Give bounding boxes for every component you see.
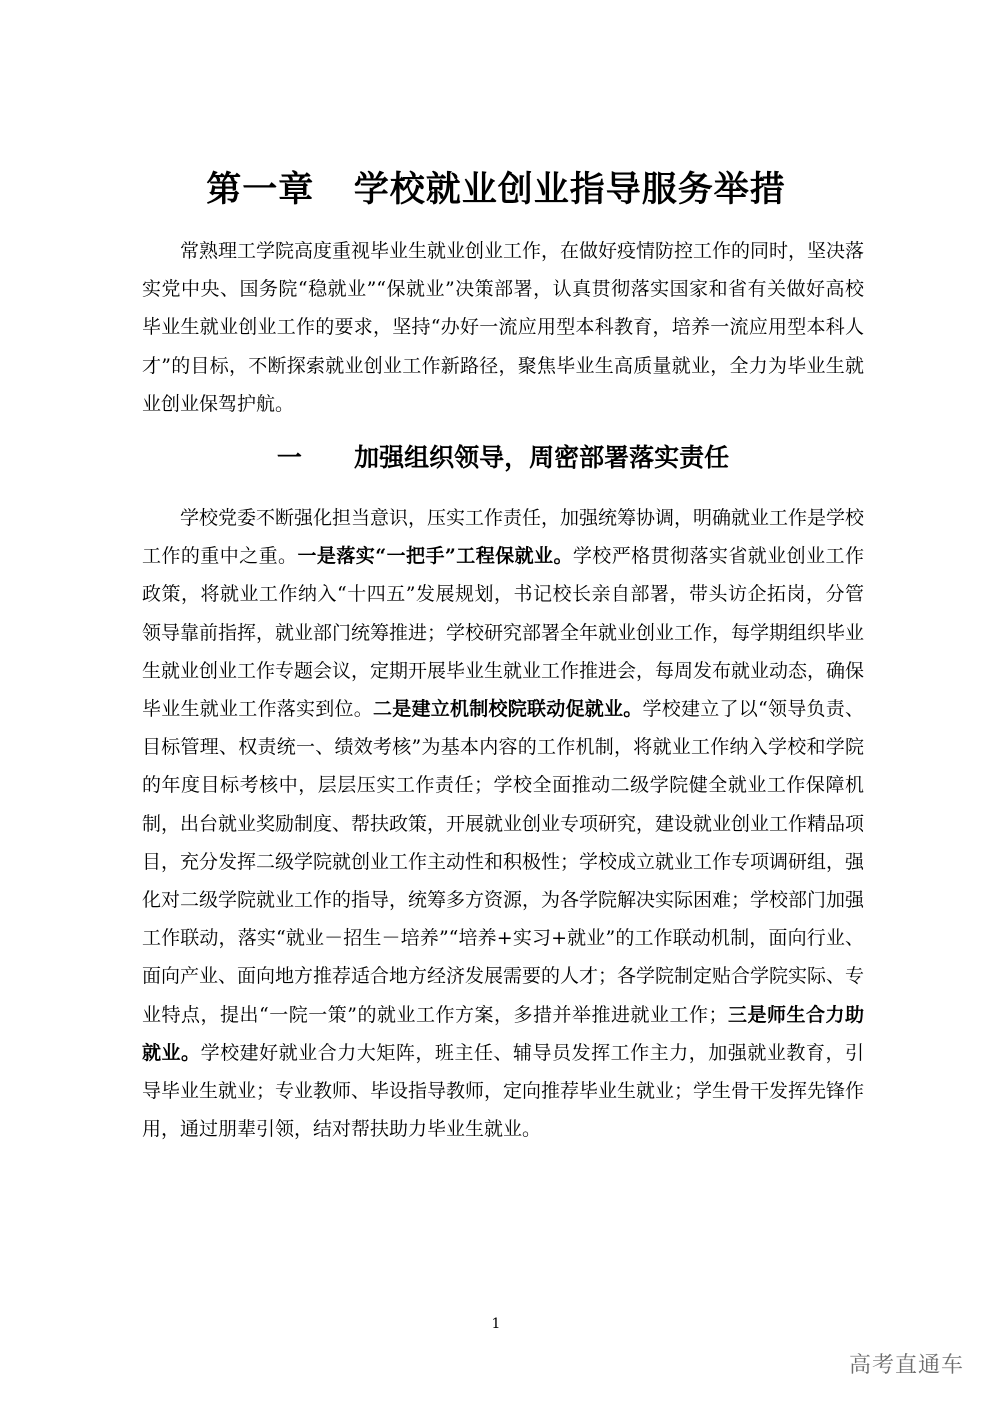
key-point-3: 三是师生合力助就业。 [142,1003,864,1064]
paragraph-text: 学校建立了以“领导负责、目标管理、权责统一、绩效考核”为基本内容的工作机制，将就业工作纳入学校和学院的年度目标考核中，层层压实工作责任；学校全面推动二级学院健全就业工作保障机制，出台就业奖励制度、帮扶政策，开展就业创业专项研究，建设就业创业工作精品项目，充分发挥二级学院就创业工作主动性和积极性；学校成立就业工作专项调研组，强化对二级学院就业工作的指导，统筹多方资源，为各学院解决实际困难；学校部门加强工作联动，落实“就业－招生－培养”“培养+实习+就业”的工作联动机制，面向行业、面向产业、面向地方推荐适合地方经济发展需要的人才；各学院制定贴合学院实际、专业特点，提出“一院一策”的就业工作方案，多措并举推进就业工作； [142,698,865,1026]
paragraph-text: 学校党委不断强化担当意识，压实工作责任，加强统筹协调，明确就业工作是学校工作的重中之重。 [142,507,865,568]
section-heading: 一 加强组织领导，周密部署落实责任 [276,443,730,472]
paragraph-text: 学校严格贯彻落实省就业创业工作政策，将就业工作纳入“十四五”发展规划，书记校长亲自部署，带头访企拓岗，分管领导靠前指挥，就业部门统筹推进；学校研究部署全年就业创业工作，每学期组织毕业生就业创业工作专题会议，定期开展毕业生就业工作推进会，每周发布就业动态，确保毕业生就业工作落实到位。 [142,545,865,721]
watermark: 高考直通车 [848,1353,964,1378]
page-number: 1 [491,1316,501,1332]
section-paragraph [142,499,864,1148]
chapter-title: 第一章 学校就业创业指导服务举措 [206,169,786,210]
key-point-2: 二是建立机制校院联动促就业。 [373,698,643,721]
key-point-1: 一是落实“一把手”工程保就业。 [297,545,573,568]
paragraph-text: 学校建好就业合力大矩阵，班主任、辅导员发挥工作主力，加强就业教育，引导毕业生就业；专业教师、毕设指导教师，定向推荐毕业生就业；学生骨干发挥先锋作用，通过朋辈引领，结对帮扶助力毕业生就业。 [142,1041,865,1141]
intro-paragraph: 常熟理工学院高度重视毕业生就业创业工作，在做好疫情防控工作的同时，坚决落实党中央、国务院“稳就业”“保就业”决策部署，认真贯彻落实国家和省有关做好高校毕业生就业创业工作的要求，坚持“办好一流应用型本科教育，培养一流应用型本科人才”的目标，不断探索就业创业工作新路径，聚焦毕业生高质量就业，全力为毕业生就业创业保驾护航。 [142,240,865,415]
